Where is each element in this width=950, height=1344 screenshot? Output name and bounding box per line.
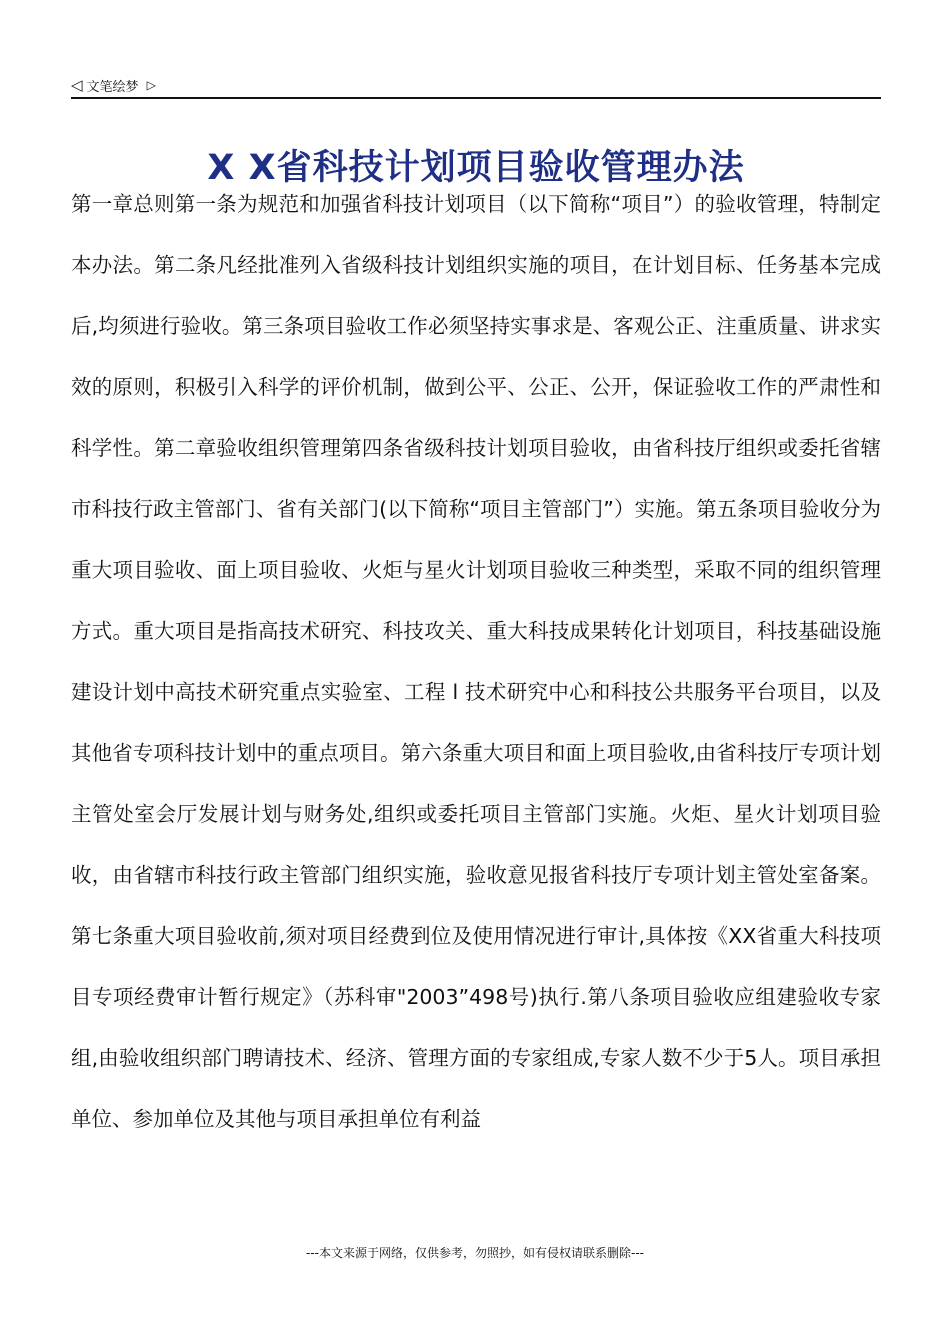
header-brand: 文笔绘梦 bbox=[86, 79, 139, 95]
header-divider bbox=[71, 97, 881, 99]
document-body: 第一章总则第一条为规范和加强省科技计划项目（以下简称“项目”）的验收管理，特制定本办法。第二条凡经批准列入省级科技计划组织实施的项目，在计划目标、任务基本完成后,均须进行验收。第三条项目验收工作必须坚持实事求是、客观公正、注重质量、讲求实效的原则，积极引入科学的评价机制，做到公平、公正、公开，保证验收工作的严肃性和科学性。第二章验收组织管理第四条省级科技计划项目验收，由省科技厅组织或委托省辖市科技行政主管部门、省有关部门(以下简称“项目主管部门”）实施。第五条项目验收分为重大项目验收、面上项目验收、火炬与星火计划项目验收三种类型，采取不同的组织管理方式。重大项目是指高技术研究、科技攻关、重大科技成果转化计划项目，科技基础设施建设计划中高技术研究重点实验室、工程 l 技术研究中心和科技公共服务平台项目，以及其他省专项科技计划中的重点项目。第六条重大项目和面上项目验收,由省科技厅专项计划主管处室会厅发展计划与财务处,组织或委托项目主管部门实施。火炬、星火计划项目验收，由省辖市科技行政主管部门组织实施，验收意见报省科技厅专项计划主管处室备案。第七条重大项目验收前,须对项目经费到位及使用情况进行审计,具体按《XX省重大科技项目专项经费审计暂行规定》（苏科审"2003”498号)执行.第八条项目验收应组建验收专家组,由验收组织部门聘请技术、经济、管理方面的专家组成,专家人数不少于5人。项目承担单位、参加单位及其他与项目承担单位有利益 bbox=[71, 192, 881, 1131]
triangle-right-icon: ▷ bbox=[146, 78, 156, 92]
triangle-left-icon: ◁ bbox=[71, 75, 83, 94]
page-header bbox=[71, 74, 881, 96]
document-title: X X省科技计划项目验收管理办法 bbox=[207, 148, 745, 189]
footer-notice: ---本文来源于网络，仅供参考，勿照抄，如有侵权请联系删除--- bbox=[306, 1246, 644, 1260]
